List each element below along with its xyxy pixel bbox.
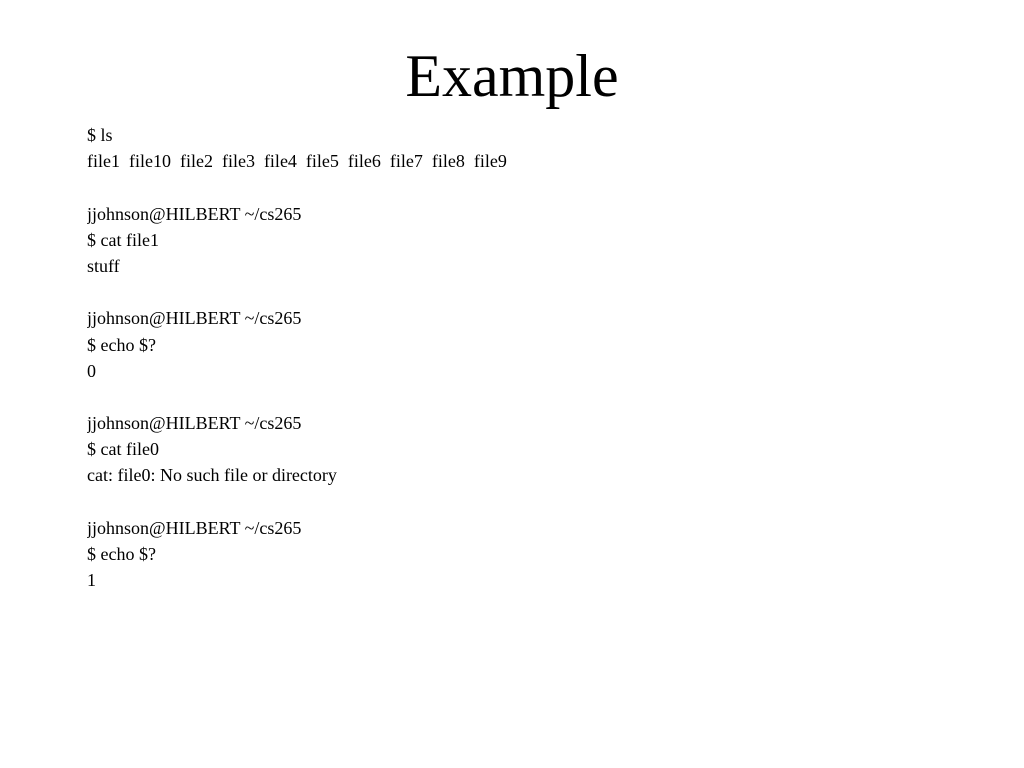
- terminal-line: [87, 279, 967, 305]
- terminal-line: file1 file10 file2 file3 file4 file5 file6 file7 file8 file9: [87, 151, 507, 172]
- terminal-line: $ cat file1: [87, 229, 159, 250]
- terminal-line: $ echo $?: [87, 544, 156, 564]
- terminal-line: $ ls: [87, 125, 113, 145]
- terminal-line: jjohnson@HILBERT ~/cs265: [87, 203, 302, 224]
- terminal-line: jjohnson@HILBERT ~/cs265: [87, 517, 302, 538]
- terminal-line: [87, 489, 967, 515]
- terminal-line: 0: [87, 360, 96, 381]
- terminal-line: stuff: [87, 255, 120, 276]
- slide-title: Example: [405, 43, 619, 109]
- terminal-line: jjohnson@HILBERT ~/cs265: [87, 308, 302, 329]
- terminal-line: 1: [87, 570, 96, 591]
- terminal-line: jjohnson@HILBERT ~/cs265: [87, 413, 302, 434]
- terminal-line: [87, 174, 967, 200]
- terminal-line: $ echo $?: [87, 334, 156, 355]
- terminal-output: [87, 122, 967, 593]
- terminal-line: $ cat file0: [87, 439, 159, 460]
- terminal-line: [87, 384, 967, 410]
- terminal-line: cat: file0: No such file or directory: [87, 465, 337, 486]
